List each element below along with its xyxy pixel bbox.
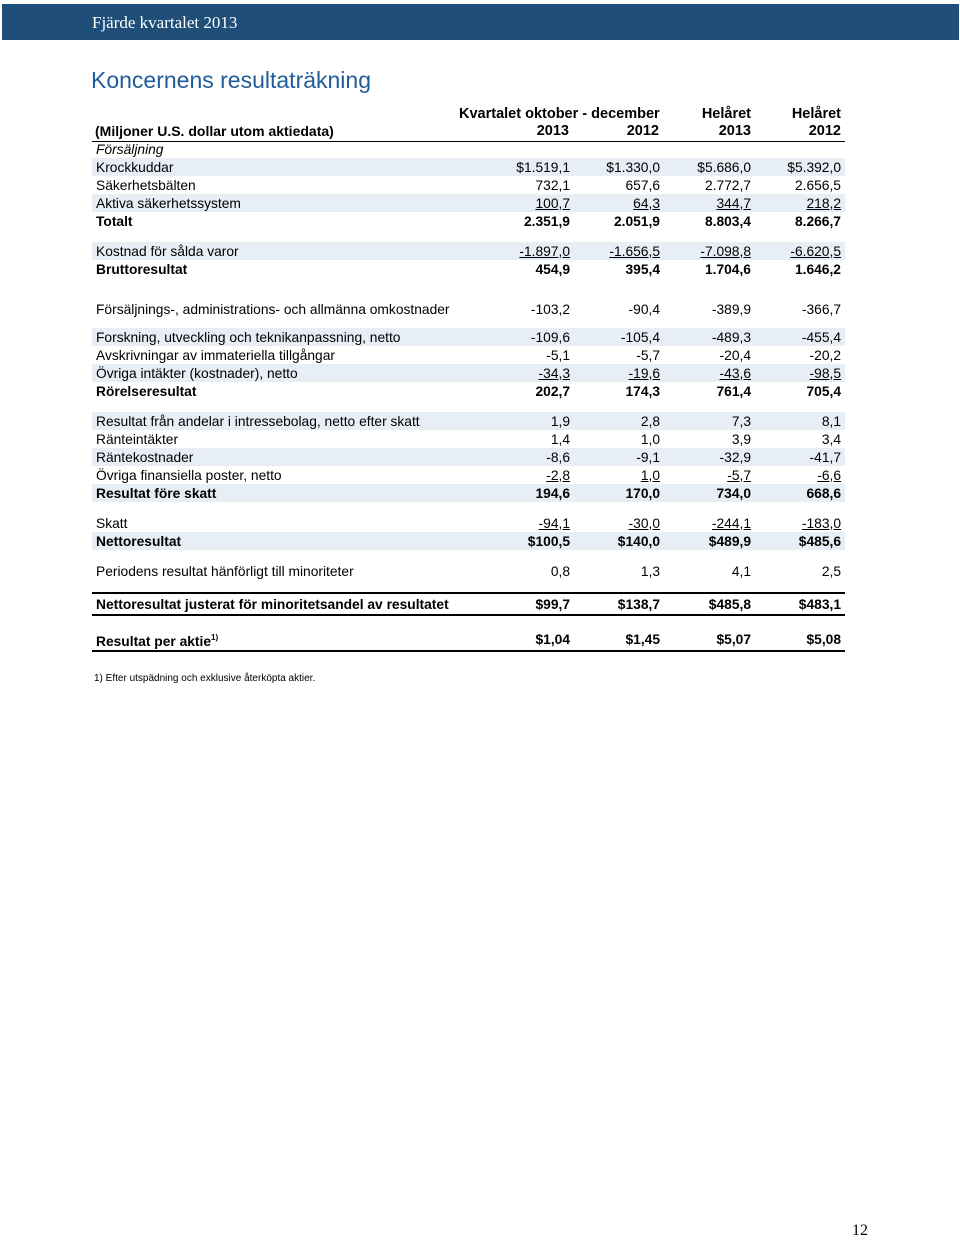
row-label	[92, 532, 482, 550]
value-text: 2,8	[640, 413, 660, 429]
value-text: 8.803,4	[704, 213, 751, 229]
row-label	[92, 466, 482, 484]
value-cell	[755, 532, 845, 550]
value-text: $140,0	[617, 533, 660, 549]
row-label-text: Nettoresultat justerat för minoritetsandel av resultatet	[96, 596, 449, 612]
value-text: -1.656,5	[609, 243, 660, 259]
value-text: 2.656,5	[794, 177, 841, 193]
value-cell	[574, 176, 664, 194]
table-row	[92, 628, 845, 651]
value-text: $100,5	[527, 533, 570, 549]
value-cell	[574, 260, 664, 278]
value-text: $99,7	[535, 596, 570, 612]
spacer-row	[92, 400, 845, 412]
value-cell	[574, 412, 664, 430]
value-cell	[664, 466, 755, 484]
value-cell	[664, 194, 755, 212]
value-text: -366,7	[801, 301, 841, 317]
value-cell	[482, 290, 574, 328]
value-cell	[574, 364, 664, 382]
value-text: 1.704,6	[704, 261, 751, 277]
value-text: 2,5	[821, 563, 841, 579]
value-cell	[574, 158, 664, 176]
value-cell	[574, 382, 664, 400]
value-cell	[755, 176, 845, 194]
spacer-row	[92, 550, 845, 562]
value-cell	[755, 212, 845, 230]
value-cell	[755, 194, 845, 212]
value-text: -34,3	[538, 365, 570, 381]
value-cell	[755, 628, 845, 651]
value-cell	[482, 430, 574, 448]
value-cell	[755, 140, 845, 158]
value-text: $483,1	[798, 596, 841, 612]
row-label	[92, 212, 482, 230]
value-text: 3,4	[821, 431, 841, 447]
value-text: -1.897,0	[519, 243, 570, 259]
spacer-row	[92, 230, 845, 242]
row-label-text: Krockkuddar	[96, 159, 174, 175]
value-text: 100,7	[535, 195, 570, 211]
value-text: $5,07	[716, 631, 751, 647]
value-cell	[574, 290, 664, 328]
row-label-text: Ränteintäkter	[96, 431, 179, 447]
value-cell	[664, 212, 755, 230]
value-cell	[482, 346, 574, 364]
value-cell	[482, 593, 574, 615]
value-cell	[755, 562, 845, 580]
row-label-text: Bruttoresultat	[96, 261, 188, 277]
value-cell	[755, 412, 845, 430]
value-cell	[574, 346, 664, 364]
value-text: -9,1	[636, 449, 660, 465]
value-text: 668,6	[806, 485, 841, 501]
value-text: 1,0	[640, 467, 660, 483]
row-label-text: Rörelseresultat	[96, 383, 197, 399]
value-text: $489,9	[708, 533, 751, 549]
value-text: -43,6	[719, 365, 751, 381]
income-statement-table	[92, 140, 845, 652]
value-cell	[574, 532, 664, 550]
value-text: 64,3	[633, 195, 660, 211]
value-text: $1.519,1	[516, 159, 570, 175]
value-cell	[755, 290, 845, 328]
value-cell	[574, 484, 664, 502]
page-number: 12	[852, 1222, 868, 1239]
row-label	[92, 562, 482, 580]
value-text: -109,6	[530, 329, 570, 345]
value-text: 4,1	[731, 563, 751, 579]
value-cell	[482, 158, 574, 176]
value-text: $1.330,0	[606, 159, 660, 175]
value-text: $485,8	[708, 596, 751, 612]
table-row	[92, 140, 845, 158]
table-row	[92, 532, 845, 550]
row-label	[92, 328, 482, 346]
value-cell	[755, 514, 845, 532]
value-text: -183,0	[801, 515, 841, 531]
value-cell	[755, 242, 845, 260]
quarter-header: Kvartalet oktober - december	[459, 106, 660, 122]
value-cell	[482, 466, 574, 484]
value-cell	[574, 448, 664, 466]
table-row	[92, 260, 845, 278]
row-label-text: Periodens resultat hänförligt till minoriteter	[96, 563, 354, 579]
value-cell	[482, 140, 574, 158]
row-label-text: Försäljnings-, administrations- och allmänna omkostnader	[96, 301, 450, 317]
value-text: -455,4	[801, 329, 841, 345]
value-cell	[664, 158, 755, 176]
value-cell	[664, 242, 755, 260]
value-cell	[664, 562, 755, 580]
value-text: -20,4	[719, 347, 751, 363]
value-cell	[664, 290, 755, 328]
full-year-header-2012: Helåret	[791, 106, 841, 122]
value-cell	[664, 328, 755, 346]
row-label-text: Avskrivningar av immateriella tillgångar	[96, 347, 335, 363]
table-row	[92, 593, 845, 615]
value-text: -32,9	[719, 449, 751, 465]
row-label	[92, 194, 482, 212]
value-cell	[574, 466, 664, 484]
value-cell	[664, 346, 755, 364]
value-text: 732,1	[535, 177, 570, 193]
value-cell	[755, 448, 845, 466]
value-cell	[482, 448, 574, 466]
value-text: 1,4	[550, 431, 570, 447]
value-text: 395,4	[625, 261, 660, 277]
value-text: -6.620,5	[790, 243, 841, 259]
value-cell	[482, 562, 574, 580]
value-text: $5.392,0	[787, 159, 841, 175]
value-cell	[664, 430, 755, 448]
spacer-row	[92, 580, 845, 593]
value-cell	[482, 212, 574, 230]
value-text: 194,6	[535, 485, 570, 501]
value-text: -389,9	[711, 301, 751, 317]
value-text: -8,6	[546, 449, 570, 465]
value-cell	[755, 346, 845, 364]
value-cell	[574, 628, 664, 651]
value-cell	[574, 212, 664, 230]
table-row	[92, 382, 845, 400]
row-label-text: Säkerhetsbälten	[96, 177, 196, 193]
value-text: -103,2	[530, 301, 570, 317]
value-text: -5,1	[546, 347, 570, 363]
value-text: -7.098,8	[700, 243, 751, 259]
value-text: -19,6	[628, 365, 660, 381]
row-label	[92, 430, 482, 448]
value-text: 734,0	[716, 485, 751, 501]
footnote: 1) Efter utspädning och exklusive återköpta aktier.	[94, 673, 316, 684]
column-header-fy-2012: 2012	[808, 123, 841, 139]
value-text: 174,3	[625, 383, 660, 399]
value-cell	[482, 176, 574, 194]
row-label-text: Övriga intäkter (kostnader), netto	[96, 365, 298, 381]
value-text: -489,3	[711, 329, 751, 345]
value-text: -98,5	[809, 365, 841, 381]
value-text: 0,8	[550, 563, 570, 579]
value-cell	[574, 562, 664, 580]
value-cell	[482, 328, 574, 346]
value-text: -5,7	[727, 467, 751, 483]
value-text: 344,7	[716, 195, 751, 211]
value-text: $138,7	[617, 596, 660, 612]
value-cell	[664, 448, 755, 466]
value-cell	[482, 364, 574, 382]
table-row	[92, 290, 845, 328]
row-label	[92, 382, 482, 400]
row-label-text: Kostnad för sålda varor	[96, 243, 239, 259]
value-cell	[482, 382, 574, 400]
value-cell	[755, 382, 845, 400]
value-cell	[664, 628, 755, 651]
value-text: 202,7	[535, 383, 570, 399]
value-cell	[482, 628, 574, 651]
value-cell	[755, 466, 845, 484]
table-row	[92, 562, 845, 580]
value-text: -105,4	[620, 329, 660, 345]
value-text: $1,04	[535, 631, 570, 647]
row-label	[92, 364, 482, 382]
table-row	[92, 412, 845, 430]
row-label-text: Övriga finansiella poster, netto	[96, 467, 282, 483]
value-text: 705,4	[806, 383, 841, 399]
table-row	[92, 328, 845, 346]
row-label	[92, 140, 482, 158]
value-cell	[482, 412, 574, 430]
value-text: 2.051,9	[613, 213, 660, 229]
row-label	[92, 484, 482, 502]
value-text: -41,7	[809, 449, 841, 465]
row-label-text: Räntekostnader	[96, 449, 194, 465]
value-cell	[664, 412, 755, 430]
row-label	[92, 514, 482, 532]
value-cell	[755, 484, 845, 502]
value-text: 1,3	[640, 563, 660, 579]
value-cell	[664, 532, 755, 550]
value-text: 761,4	[716, 383, 751, 399]
value-cell	[664, 382, 755, 400]
value-cell	[482, 242, 574, 260]
row-label-text: Forskning, utveckling och teknikanpassning, netto	[96, 329, 401, 345]
table-row	[92, 194, 845, 212]
value-text: -2,8	[546, 467, 570, 483]
value-cell	[755, 364, 845, 382]
table-row	[92, 466, 845, 484]
full-year-header-2013: Helåret	[701, 106, 751, 122]
value-cell	[574, 514, 664, 532]
footnote-marker: 1)	[211, 632, 219, 642]
value-cell	[574, 430, 664, 448]
table-row	[92, 364, 845, 382]
row-label-text: Resultat före skatt	[96, 485, 217, 501]
value-cell	[664, 364, 755, 382]
row-label	[92, 346, 482, 364]
value-cell	[574, 140, 664, 158]
value-cell	[755, 430, 845, 448]
value-text: 1.646,2	[794, 261, 841, 277]
row-label	[92, 628, 482, 651]
page-title: Koncernens resultaträkning	[91, 67, 371, 93]
row-label-text: Skatt	[96, 515, 128, 531]
spacer-row	[92, 502, 845, 514]
row-label-text: Resultat per aktie	[96, 633, 212, 649]
value-cell	[482, 532, 574, 550]
value-text: $1,45	[625, 631, 660, 647]
value-text: -90,4	[628, 301, 660, 317]
row-label	[92, 290, 482, 328]
value-text: 1,9	[550, 413, 570, 429]
value-text: -20,2	[809, 347, 841, 363]
row-label-text: Försäljning	[96, 141, 164, 157]
spacer-row	[92, 615, 845, 628]
value-text: 454,9	[535, 261, 570, 277]
value-text: 3,9	[731, 431, 751, 447]
value-text: 218,2	[806, 195, 841, 211]
value-text: 657,6	[625, 177, 660, 193]
value-cell	[664, 260, 755, 278]
value-text: $485,6	[798, 533, 841, 549]
value-cell	[664, 140, 755, 158]
value-cell	[664, 176, 755, 194]
value-cell	[482, 484, 574, 502]
value-cell	[755, 593, 845, 615]
row-label-text: Aktiva säkerhetssystem	[96, 195, 241, 211]
value-text: $5.686,0	[697, 159, 751, 175]
row-label-text: Totalt	[96, 213, 133, 229]
banner-title: Fjärde kvartalet 2013	[92, 13, 238, 32]
value-cell	[574, 194, 664, 212]
column-header-q-2012: 2012	[626, 123, 659, 139]
row-label	[92, 593, 482, 615]
value-text: -94,1	[538, 515, 570, 531]
spacer-row	[92, 278, 845, 290]
value-cell	[664, 593, 755, 615]
table-row	[92, 514, 845, 532]
value-cell	[755, 260, 845, 278]
value-cell	[664, 514, 755, 532]
table-row	[92, 212, 845, 230]
value-cell	[755, 158, 845, 176]
table-row	[92, 484, 845, 502]
value-text: 8,1	[821, 413, 841, 429]
table-row	[92, 176, 845, 194]
table-row	[92, 430, 845, 448]
column-header-fy-2013: 2013	[718, 123, 751, 139]
table-row	[92, 448, 845, 466]
row-label	[92, 412, 482, 430]
row-label	[92, 448, 482, 466]
value-text: 170,0	[625, 485, 660, 501]
value-cell	[482, 260, 574, 278]
table-row	[92, 158, 845, 176]
value-text: $5,08	[806, 631, 841, 647]
table-row	[92, 346, 845, 364]
row-label	[92, 260, 482, 278]
value-cell	[482, 514, 574, 532]
value-cell	[574, 328, 664, 346]
row-label	[92, 242, 482, 260]
value-cell	[574, 242, 664, 260]
table-row	[92, 242, 845, 260]
column-header-q-2013: 2013	[536, 123, 569, 139]
value-cell	[755, 328, 845, 346]
row-label	[92, 176, 482, 194]
value-text: 8.266,7	[794, 213, 841, 229]
value-text: 1,0	[640, 431, 660, 447]
value-cell	[482, 194, 574, 212]
value-cell	[664, 484, 755, 502]
value-text: -5,7	[636, 347, 660, 363]
value-text: 2.772,7	[704, 177, 751, 193]
unit-label: (Miljoner U.S. dollar utom aktiedata)	[95, 123, 334, 139]
row-label	[92, 158, 482, 176]
value-text: 2.351,9	[523, 213, 570, 229]
value-text: -30,0	[628, 515, 660, 531]
row-label-text: Nettoresultat	[96, 533, 182, 549]
header-banner	[2, 4, 959, 40]
value-cell	[574, 593, 664, 615]
value-text: -6,6	[817, 467, 841, 483]
value-text: 7,3	[731, 413, 751, 429]
value-text: -244,1	[711, 515, 751, 531]
row-label-text: Resultat från andelar i intressebolag, netto efter skatt	[96, 413, 420, 429]
